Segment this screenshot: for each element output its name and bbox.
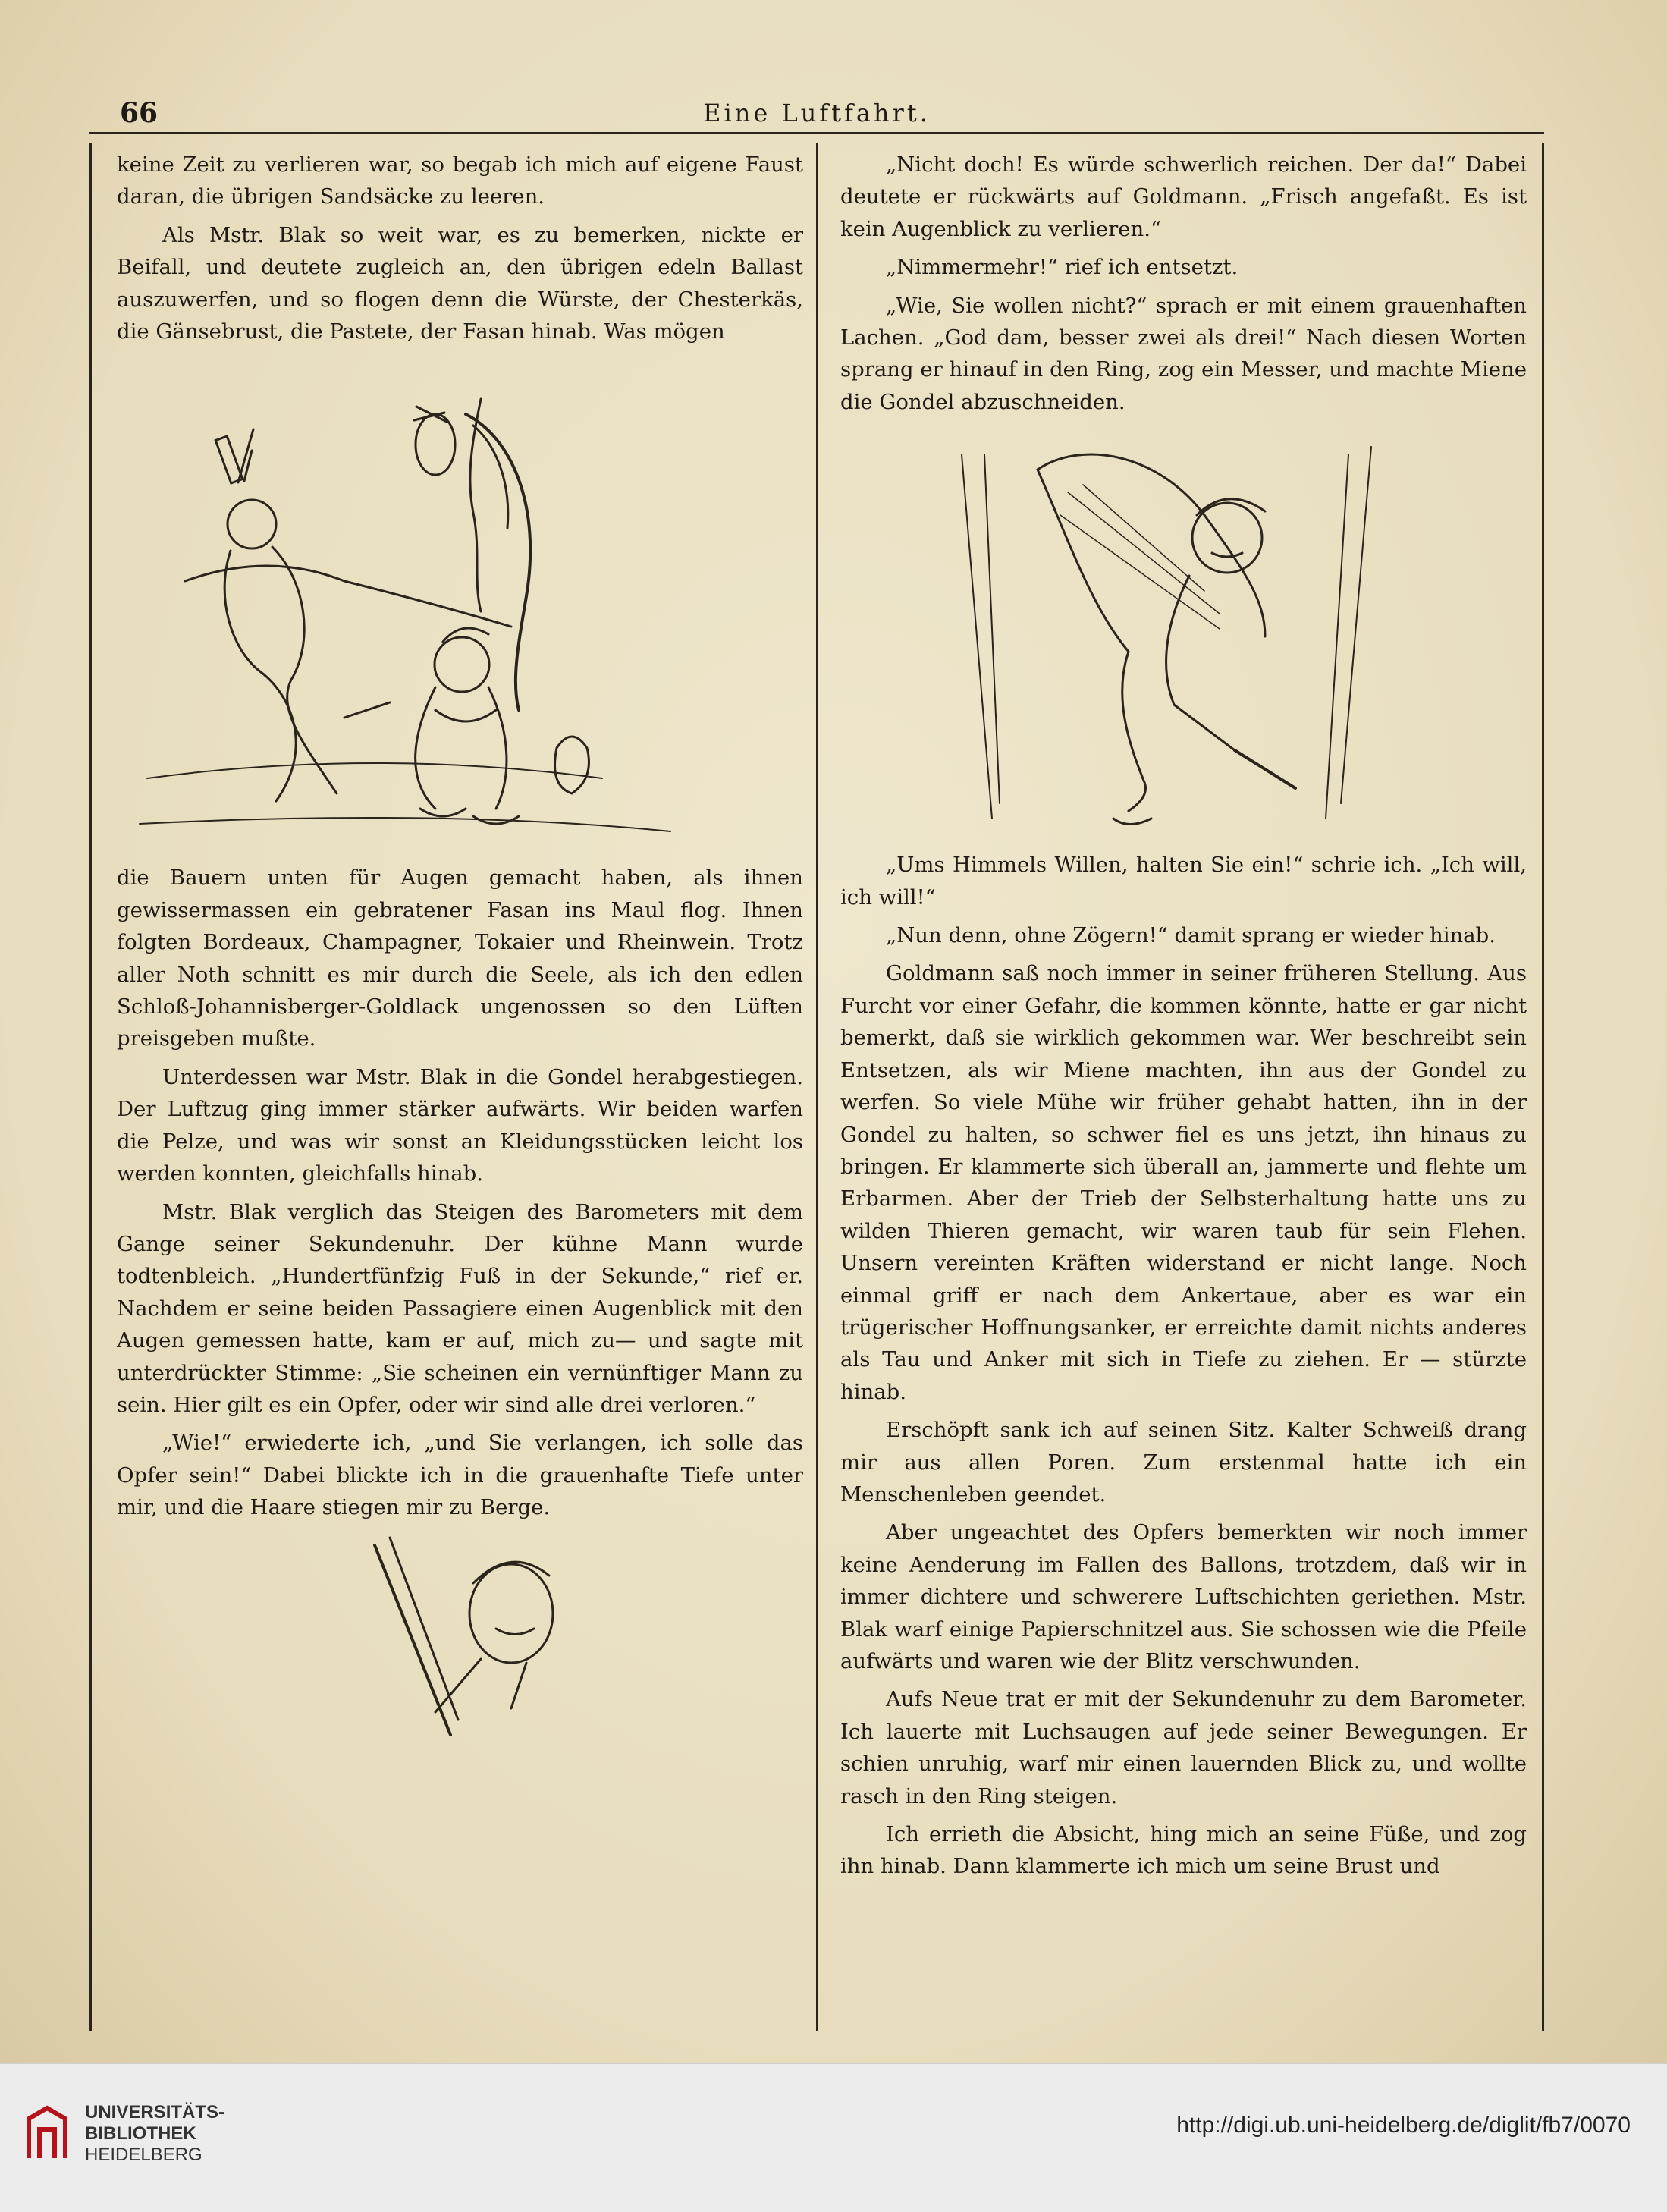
illustration-throwing-ballast (117, 353, 803, 862)
column-divider (816, 143, 818, 2031)
right-paragraph-10: Ich errieth die Absicht, hing mich an seine Füße, und zog ihn hinab. Dann klammerte ich mich um seine Brust und (840, 1822, 1527, 1879)
library-name-line-2: BIBLIOTHEK (85, 2123, 196, 2144)
left-paragraph-6: „Wie!“ erwiederte ich, „und Sie verlangen, ich solle das Opfer sein!“ Dabei blickte ich in die grauenhafte Tiefe unter mir, und die Haare stiegen mir zu Berge. (117, 1431, 803, 1520)
frame-rule-right (1542, 143, 1544, 2031)
frame-rule-left (89, 143, 92, 2031)
right-paragraph-2: „Nimmermehr!“ rief ich entsetzt. (886, 255, 1238, 280)
right-paragraph-3: „Wie, Sie wollen nicht?“ sprach er mit einem grauenhaften Lachen. „God dam, besser zwei als drei!“ Nach diesen Worten sprang er hinauf in den Ring, zog ein Messer, und machte Miene die Gondel abzuschneiden. (840, 293, 1527, 414)
library-name-line-1: UNIVERSITÄTS- (85, 2102, 225, 2122)
right-paragraph-7: Erschöpft sank ich auf seinen Sitz. Kalter Schweiß drang mir aus allen Poren. Zum erstenmal hatte ich ein Menschenleben geendet. (840, 1418, 1527, 1507)
left-paragraph-3: die Bauern unten für Augen gemacht haben, als ihnen gewissermassen ein gebratener Fasan ins Maul flog. Ihnen folgten Bordeaux, Champagner, Tokaier und Rheinwein. Trotz aller Noth schnitt es mir durch die Seele, als ich den edlen Schloß-Johannisberger-Goldlack ungenossen so den Lüften preisgeben mußte. (117, 866, 803, 1051)
library-name (85, 2102, 224, 2166)
source-url-link[interactable]: http://digi.ub.uni-heidelberg.de/diglit/fb7/0070 (1176, 2113, 1631, 2138)
left-paragraph-4: Unterdessen war Mstr. Blak in die Gondel herabgestiegen. Der Luftzug ging immer stärker aufwärts. Wir beiden warfen die Pelze, und was wir sonst an Kleidungsstücken leicht los werden konnten, gleichfalls hinab. (117, 1064, 803, 1186)
left-paragraph-1: keine Zeit zu verlieren war, so begab ich mich auf eigene Faust daran, die übrigen Sandsäcke zu leeren. (117, 152, 803, 209)
library-logo-icon (23, 2104, 71, 2164)
right-paragraph-1: „Nicht doch! Es würde schwerlich reichen. Der da!“ Dabei deutete er rückwärts auf Goldmann. „Frisch angefaßt. Es ist kein Augenblick zu verlieren.“ (840, 152, 1527, 241)
page-header (89, 90, 1544, 134)
left-paragraph-2: Als Mstr. Blak so weit war, es zu bemerken, nickte er Beifall, und deutete zugleich an, den übrigen edeln Ballast auszuwerfen, und so flogen denn die Würste, der Chesterkäs, die Gänsebrust, die Pastete, der Fasan hinab. Was mögen (117, 222, 803, 344)
library-name-line-3: HEIDELBERG (85, 2144, 202, 2165)
page-number: 66 (120, 97, 159, 129)
right-paragraph-5: „Nun denn, ohne Zögern!“ damit sprang er wieder hinab. (886, 923, 1496, 948)
right-column (840, 149, 1527, 1889)
right-paragraph-4: „Ums Himmels Willen, halten Sie ein!“ schrie ich. „Ich will, ich will!“ (840, 853, 1527, 910)
right-paragraph-9: Aufs Neue trat er mit der Sekundenuhr zu dem Barometer. Ich lauerte mit Luchsaugen auf jede seiner Bewegungen. Er schien unruhig, warf mir einen lauernden Blick zu, und wollte rasch in den Ring steigen. (840, 1687, 1527, 1808)
left-paragraph-5: Mstr. Blak verglich das Steigen des Barometers mit dem Gange seiner Sekundenuhr. Der kühne Mann wurde todtenbleich. „Hundertfünfzig Fuß in der Sekunde,“ rief er. Nachdem er seine beiden Passagiere einen Augenblick mit den Augen gemessen hatte, kam er auf, mich zu— und sagte mit unterdrückter Stimme: „Sie scheinen ein vernünftiger Mann zu sein. Hier gilt es ein Opfer, oder wir sind alle drei verloren.“ (117, 1199, 803, 1417)
left-column (117, 149, 803, 1742)
running-title: Eine Luftfahrt. (703, 99, 931, 127)
digitization-footer (0, 2063, 1667, 2212)
illustration-man-in-balloon-ring (840, 424, 1527, 849)
illustration-head-with-rope (117, 1530, 803, 1742)
right-paragraph-8: Aber ungeachtet des Opfers bemerkten wir noch immer keine Aenderung im Fallen des Ballons, trotzdem, daß wir in immer dichtere und schwerere Luftschichten geriethen. Mstr. Blak warf einige Papierschnitzel aus. Sie schossen wie die Pfeile aufwärts und waren wie der Blitz verschwunden. (840, 1520, 1527, 1673)
right-paragraph-6: Goldmann saß noch immer in seiner früheren Stellung. Aus Furcht vor einer Gefahr, die kommen könnte, hatte er gar nicht bemerkt, daß sie wirklich gekommen war. Wer beschreibt sein Entsetzen, als wir Miene machten, ihn aus der Gondel zu werfen. So viele Mühe wir früher gehabt hatten, ihn in der Gondel zu halten, so schwer fiel es uns jetzt, ihn hinaus zu bringen. Er klammerte sich überall an, jammerte und flehte um Erbarmen. Aber der Trieb der Selbsterhaltung hatte uns zu wilden Thieren gemacht, wir waren taub für sein Flehen. Unsern vereinten Kräften widerstand er nicht lange. Noch einmal griff er nach dem Ankertaue, aber es war ein trügerischer Hoffnungsanker, er erreichte damit nichts anderes als Tau und Anker mit sich in Tiefe zu ziehen. Er — stürzte hinab. (840, 961, 1527, 1404)
page-frame (89, 90, 1544, 2031)
